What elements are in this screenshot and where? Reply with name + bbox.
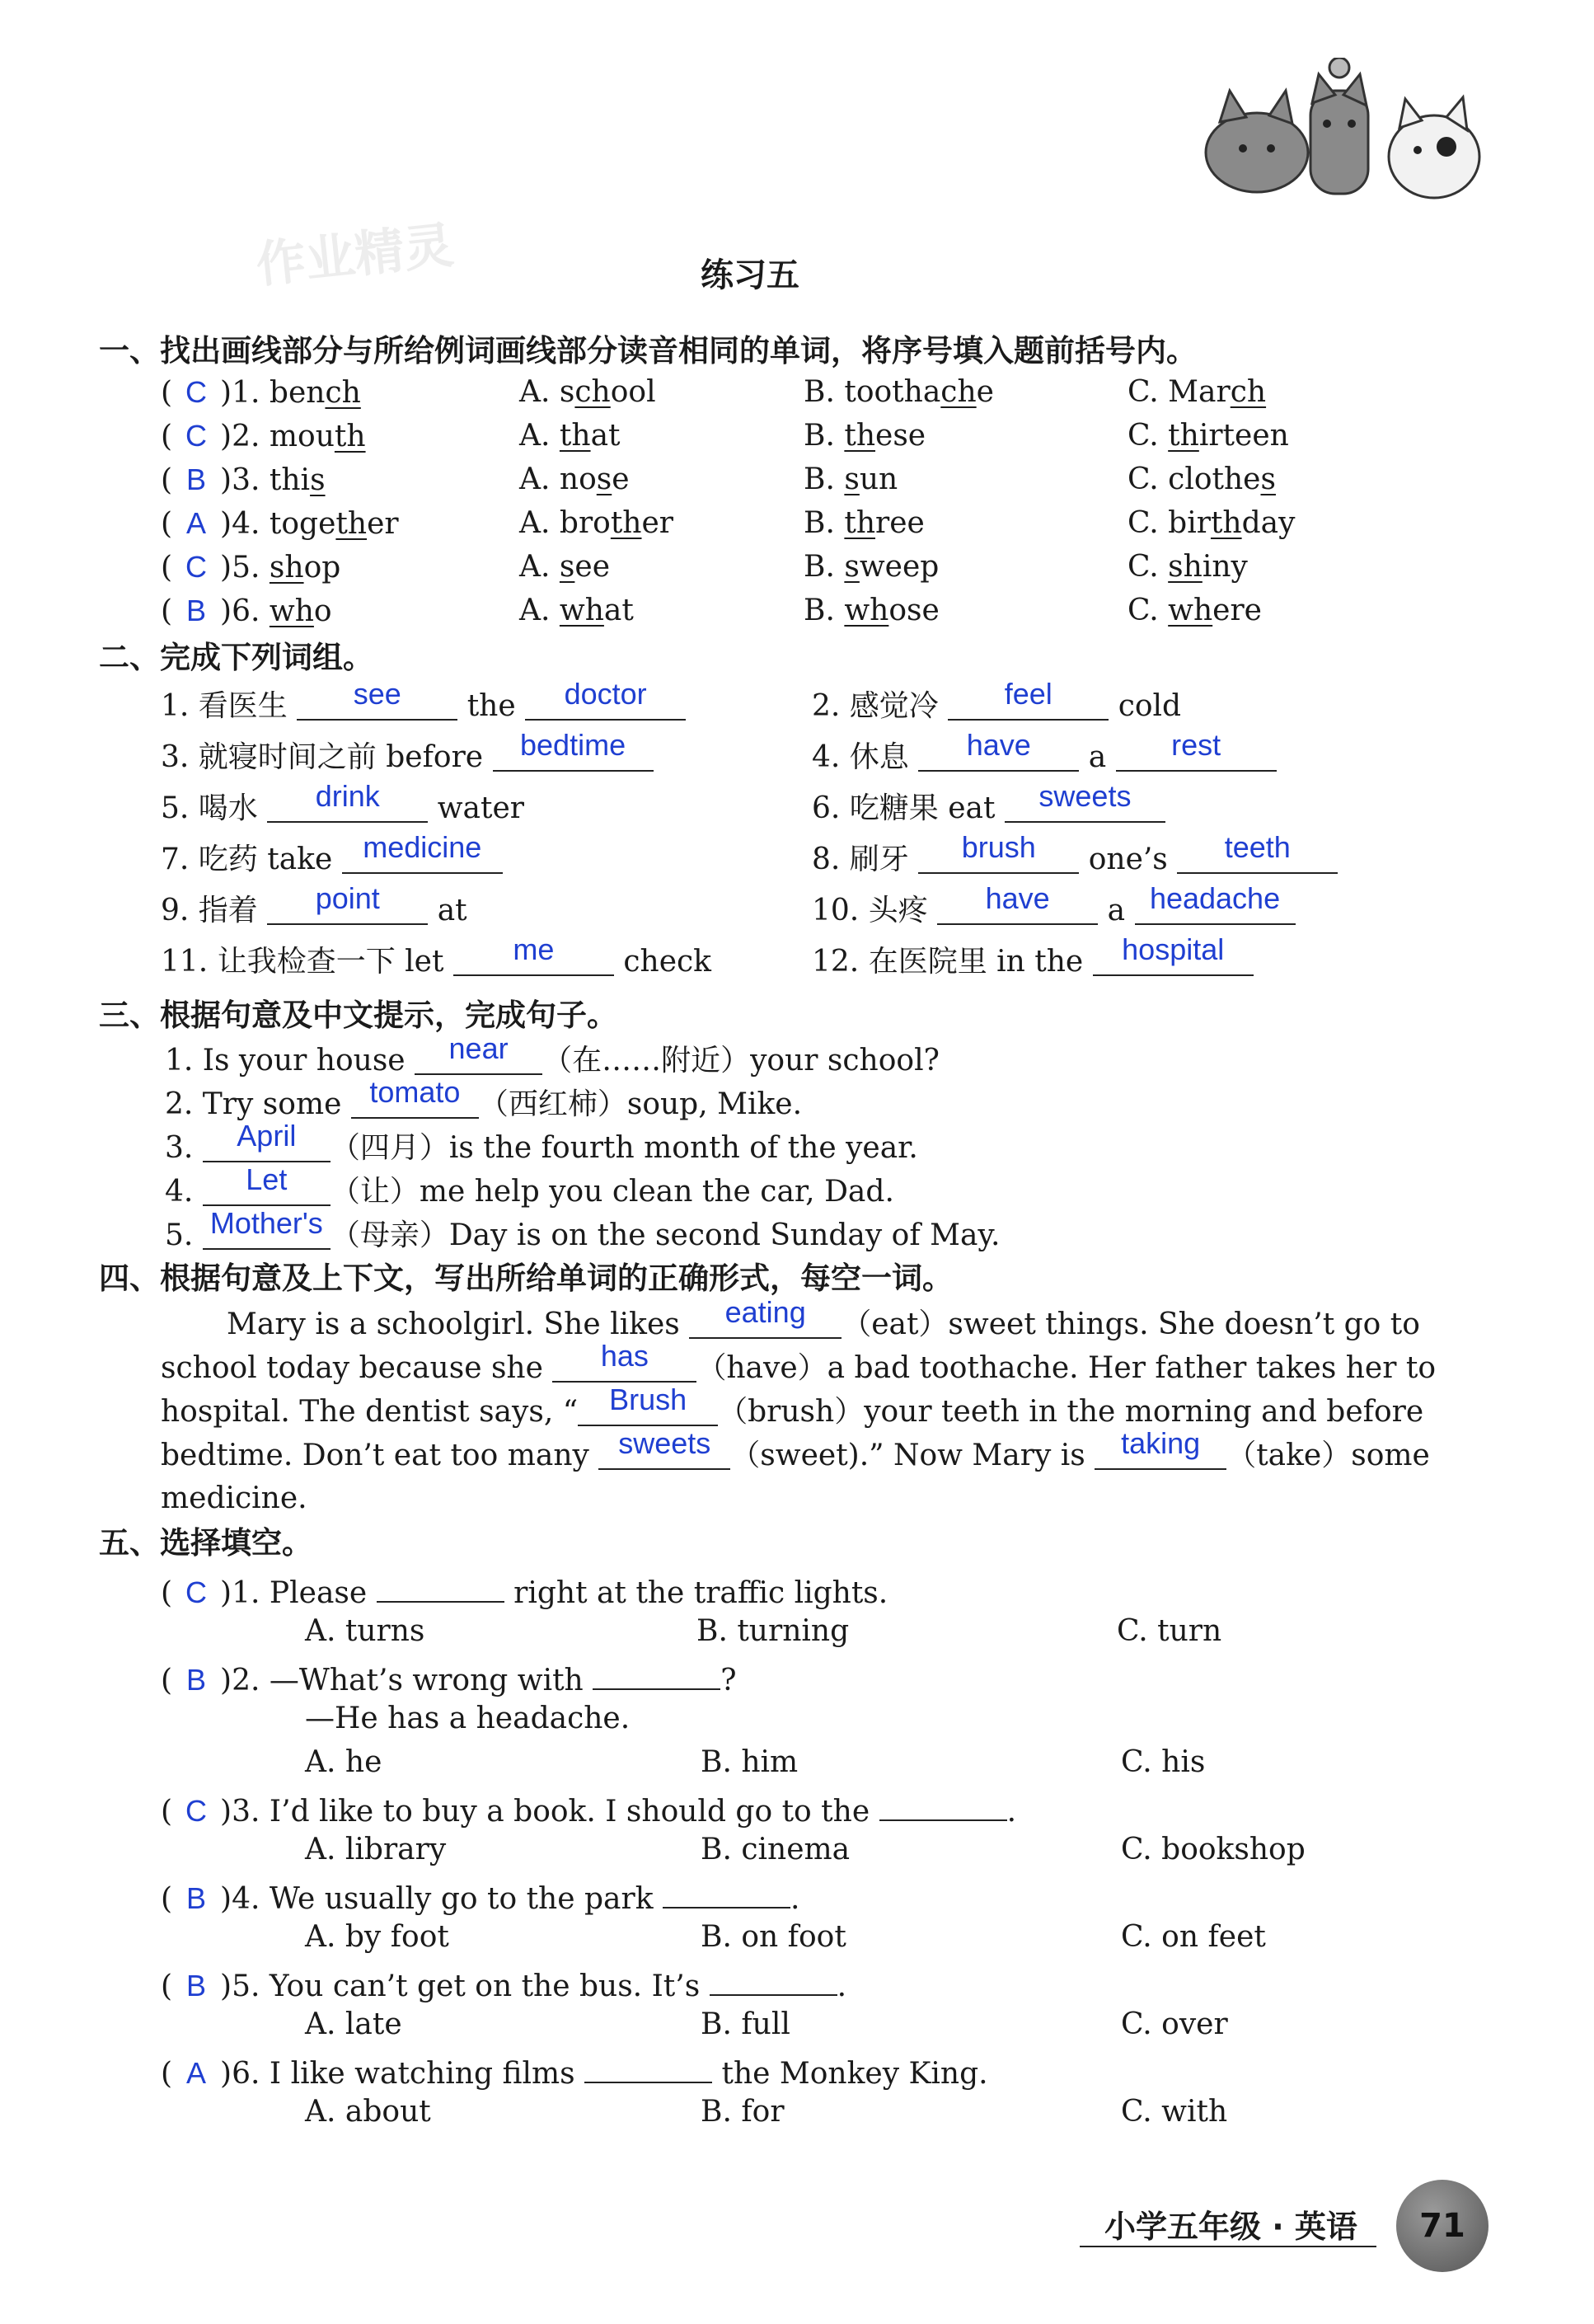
s5-q3: ( C )3. I’d like to buy a book. I should go to the . [161,1786,1016,1832]
s4-line-3: hospital. The dentist says, “ Brush （brush）your teeth in the morning and before [161,1383,1424,1429]
s2-answer: sweets [1038,779,1132,813]
s4-answer: has [600,1339,649,1373]
s2-item-6: 6. 吃糖果 eat sweets [812,788,1165,829]
s2-answer: rest [1171,728,1221,762]
s2-item-8: 8. 刷牙 brush one’s teeth [812,839,1338,880]
s3-item-3: 3. April （四月）is the fourth month of the year. [165,1119,918,1165]
s1-answer: C [185,550,208,584]
cats-illustration-icon [1195,58,1492,202]
s3-item-2: 2. Try some tomato （西红柿）soup, Mike. [165,1075,803,1121]
s5-q4-opt-b: B. on foot [701,1920,846,1954]
s2-item-1: 1. 看医生 see the doctor [161,686,686,726]
s2-answer: have [985,881,1050,915]
s4-answer: sweets [618,1426,711,1460]
s2-item-9: 9. 指着 point at [161,881,467,927]
s5-q1-opt-a: A. turns [305,1614,425,1648]
s5-q6-opt-a: A. about [305,2095,431,2129]
s1-opt-c: C. thirteen [1128,419,1289,453]
s1-opt-b: B. three [804,506,925,540]
s2-answer: teeth [1224,830,1291,864]
s2-answer: drink [315,779,380,813]
s1-opt-a: A. that [519,419,621,453]
s5-q4-opt-a: A. by foot [305,1920,449,1954]
s2-item-10: 10. 头疼 have a headache [812,890,1296,931]
s3-item-4: 4. Let （让）me help you clean the car, Dad. [165,1162,894,1209]
s1-answer: B [186,594,207,627]
s5-q1: ( C )1. Please right at the traffic lights. [161,1568,888,1613]
s2-item-7: 7. 吃药 take medicine [161,839,503,880]
s5-q1-opt-c: C. turn [1117,1614,1222,1648]
s5-q5-opt-c: C. over [1121,2007,1228,2041]
s2-answer: point [315,881,380,915]
s3-answer: Mother's [209,1206,323,1240]
s5-answer: B [186,1663,207,1697]
s5-answer: B [186,1881,207,1915]
s1-opt-c: C. shiny [1128,550,1248,584]
s2-item-12: 12. 在医院里 in the hospital [812,941,1254,982]
s5-answer: A [186,2056,207,2090]
s1-answer: C [185,419,208,453]
s5-q4: ( B )4. We usually go to the park . [161,1874,799,1919]
s2-answer: headache [1149,881,1281,915]
footer-rule [1080,2246,1376,2247]
s1-opt-c: C. clothes [1128,462,1276,496]
s5-q4-opt-c: C. on feet [1121,1920,1266,1954]
section5-heading: 五、选择填空。 [99,1525,312,1561]
s4-answer: Brush [609,1383,687,1416]
s5-answer: C [185,1794,208,1828]
s1-opt-a: A. brother [519,506,674,540]
s1-opt-b: B. toothache [804,375,994,409]
s1-row-2: ( C )2. mouth [161,416,366,457]
section2-heading: 二、完成下列词组。 [99,640,373,675]
s1-answer: A [186,506,207,540]
s1-opt-a: A. what [519,594,634,627]
s1-opt-c: C. March [1128,375,1267,409]
s2-answer: brush [961,830,1036,864]
footer-label: 小学五年级 · 英语 [1104,2209,1357,2245]
s5-q6: ( A )6. I like watching films the Monkey King. [161,2049,988,2094]
s2-answer: hospital [1122,932,1225,966]
s5-q5: ( B )5. You can’t get on the bus. It’s . [161,1961,846,2007]
page-title: 练习五 [701,256,799,294]
s1-opt-a: A. school [519,375,656,409]
s4-line-5: medicine. [161,1481,307,1515]
s2-item-11: 11. 让我检查一下 let me check [161,932,711,979]
s1-opt-a: A. see [519,550,610,584]
s5-q5-opt-b: B. full [701,2007,790,2041]
s1-row-4: ( A )4. together [161,504,399,544]
s1-opt-b: B. these [804,419,926,453]
s1-row-3: ( B )3. this [161,460,326,500]
s1-opt-c: C. birthday [1128,506,1296,540]
s4-answer: taking [1121,1426,1201,1460]
s2-item-4: 4. 休息 have a rest [812,737,1277,777]
s5-q2-opt-c: C. his [1121,1745,1206,1779]
s1-answer: B [186,462,207,496]
s4-line-4: bedtime. Don’t eat too many sweets （sweet).” Now Mary is taking （take）some [161,1426,1430,1472]
s2-answer: bedtime [520,728,626,762]
s5-q5-opt-a: A. late [305,2007,402,2041]
section1-heading: 一、找出画线部分与所给例词画线部分读音相同的单词，将序号填入题前括号内。 [99,333,1197,369]
s2-answer: me [513,932,555,966]
s1-row-1: ( C )1. bench [161,373,361,413]
s5-q6-opt-b: B. for [701,2095,785,2129]
s3-answer: near [448,1031,509,1065]
s2-item-3: 3. 就寝时间之前 before bedtime [161,737,654,777]
s1-row-6: ( B )6. who [161,591,332,631]
s5-q3-opt-c: C. bookshop [1121,1833,1306,1866]
s3-item-5: 5. Mother's （母亲）Day is on the second Sunday of May. [165,1206,1001,1252]
s2-answer: see [353,677,401,711]
section3-heading: 三、根据句意及中文提示，完成句子。 [99,998,617,1033]
s1-opt-b: B. sun [804,462,898,496]
s1-opt-a: A. nose [519,462,630,496]
s4-line-2: school today because she has （have）a bad toothache. Her father takes her to [161,1339,1437,1385]
section4-heading: 四、根据句意及上下文，写出所给单词的正确形式，每空一词。 [99,1261,953,1296]
s5-answer: C [185,1575,208,1609]
s5-q3-opt-b: B. cinema [701,1833,851,1866]
s5-q1-opt-b: B. turning [696,1614,850,1648]
s1-opt-b: B. whose [804,594,940,627]
s5-answer: B [186,1969,207,2002]
s5-q2-opt-b: B. him [701,1745,799,1779]
s4-line-1: Mary is a schoolgirl. She likes eating （eat）sweet things. She doesn’t go to [227,1295,1420,1341]
s5-q2-opt-a: A. he [305,1745,382,1779]
s2-item-5: 5. 喝水 drink water [161,779,524,825]
s5-q6-opt-c: C. with [1121,2095,1228,2129]
s2-answer: feel [1004,677,1053,711]
s2-answer: have [966,728,1031,762]
page-number: 71 [1396,2180,1489,2272]
s5-q2: ( B )2. —What’s wrong with ? [161,1655,737,1701]
s3-item-1: 1. Is your house near （在……附近）your school? [165,1031,940,1077]
watermark: 作业精灵 [253,216,457,295]
s5-q3-opt-a: A. library [305,1833,447,1866]
s3-answer: April [237,1119,297,1153]
s4-answer: eating [724,1295,806,1329]
s3-answer: Let [246,1162,288,1196]
s1-opt-c: C. where [1128,594,1262,627]
s5-q2-extra: —He has a headache. [305,1702,631,1735]
s1-row-5: ( C )5. shop [161,547,340,588]
s2-answer: doctor [564,677,647,711]
s1-opt-b: B. sweep [804,550,940,584]
s2-item-2: 2. 感觉冷 feel cold [812,677,1182,723]
s3-answer: tomato [369,1075,461,1109]
s2-answer: medicine [363,830,482,864]
s1-answer: C [185,375,208,409]
